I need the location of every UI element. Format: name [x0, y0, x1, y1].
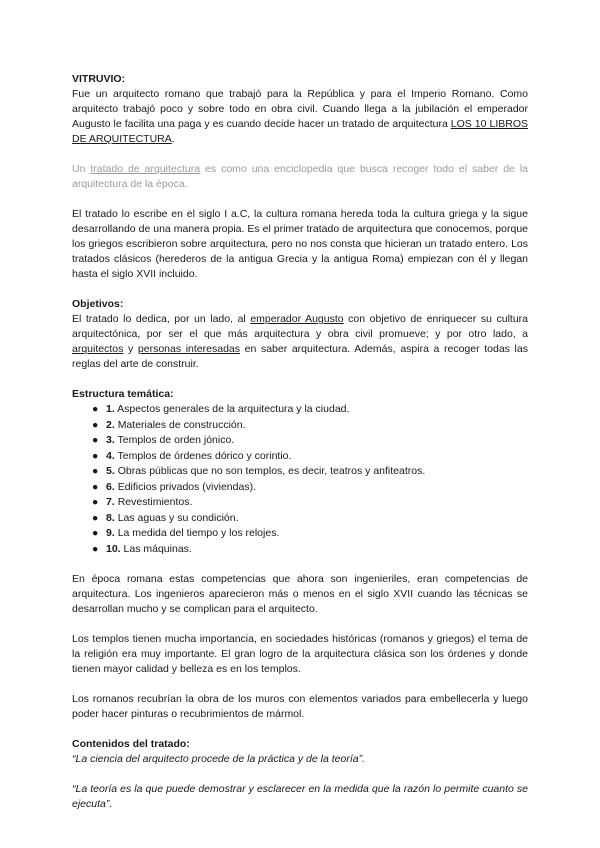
- list-item: ● 2. Materiales de construcción.: [92, 418, 528, 434]
- list-item: ● 3. Templos de orden jónico.: [92, 433, 528, 449]
- bullet-icon: ●: [92, 496, 99, 508]
- structure-title: Estructura temática:: [72, 388, 174, 400]
- list-item: ● 9. La medida del tiempo y los relojes.: [92, 526, 528, 542]
- list-item: ● 7. Revestimientos.: [92, 495, 528, 511]
- bullet-icon: ●: [92, 449, 99, 462]
- definition-section: [72, 162, 528, 192]
- list-item: ● 5. Obras públicas que no son templos, es decir, teatros y anfiteatros.: [92, 464, 528, 480]
- topics-list: [72, 402, 528, 557]
- vitruvio-section: [72, 72, 528, 147]
- list-item: ● 6. Edificios privados (viviendas).: [92, 480, 528, 496]
- vitruvio-title: VITRUVIO:: [72, 73, 126, 85]
- contents-title: Contenidos del tratado:: [72, 738, 190, 750]
- treatise-link[interactable]: LOS 10 LIBROS DE ARQUITECTURA: [72, 118, 528, 145]
- temples-paragraph: Los templos tienen mucha importancia, en sociedades históricas (romanos y griegos) el tema de la religión era muy importante. El gran logro de la arquitectura clásica son los órdenes y donde tienen mayor calidad y belleza es en los templos.: [72, 633, 528, 675]
- definition-link[interactable]: tratado de arquitectura: [90, 163, 201, 175]
- quote-practice-theory: “La ciencia del arquitecto procede de la práctica y de la teoría”.: [72, 753, 366, 765]
- list-item: ● 1. Aspectos generales de la arquitectura y la ciudad.: [92, 402, 528, 418]
- bullet-icon: ●: [92, 434, 99, 446]
- interested-people-link[interactable]: personas interesadas: [137, 343, 240, 355]
- structure-section: [72, 387, 528, 557]
- bullet-icon: ●: [92, 418, 99, 431]
- objectives-paragraph: El tratado lo dedica, por un lado, al emperador Augusto con objetivo de enriquecer su cultura arquitectónica, por ser el que más arquitectura y obra civil promueve; y por otro lado, a arquitectos y personas interesadas en saber arquitectura. Además, aspira a recoger todas las reglas del arte de construir.: [72, 313, 528, 370]
- contents-section: [72, 737, 528, 812]
- definition-paragraph: Un tratado de arquitectura es como una enciclopedia que busca recoger todo el saber de la arquitectura de la época.: [72, 163, 528, 190]
- vitruvio-paragraph: Fue un arquitecto romano que trabajó para la República y para el Imperio Romano. Como arquitecto trabajó poco y sobre todo en obra civil. Cuando llega a la jubilación el emperador Augusto le facilita una paga y es cuando decide hacer un tratado de arquitectura LOS 10 LIBROS DE ARQUITECTURA.: [72, 88, 528, 145]
- bullet-icon: ●: [92, 403, 99, 415]
- architects-link[interactable]: arquitectos: [72, 343, 124, 355]
- history-section: [72, 207, 528, 282]
- list-item: ● 10. Las máquinas.: [92, 542, 528, 558]
- engineering-paragraph: En época romana estas competencias que ahora son ingenieriles, eran competencias de arquitectura. Los ingenieros aparecieron más o menos en el siglo XVII cuando las técnicas se desarrollan mucho y se complican para el arquitecto.: [72, 573, 528, 615]
- objectives-title: Objetivos:: [72, 298, 124, 310]
- list-item: ● 4. Templos de órdenes dórico y corintio.: [92, 449, 528, 465]
- quote-theory: “La teoría es la que puede demostrar y esclarecer en la medida que la razón lo permite cuanto se ejecuta”.: [72, 783, 528, 810]
- bullet-icon: ●: [92, 465, 99, 477]
- emperor-link[interactable]: emperador Augusto: [250, 313, 344, 325]
- bullet-icon: ●: [92, 480, 99, 493]
- temples-section: [72, 632, 528, 677]
- bullet-icon: ●: [92, 511, 99, 524]
- walls-paragraph: Los romanos recubrían la obra de los muros con elementos variados para embellecerla y luego poder hacer pinturas o recubrimientos de mármol.: [72, 693, 528, 720]
- history-paragraph: El tratado lo escribe en el siglo I a.C, la cultura romana hereda toda la cultura griega y la sigue desarrollando de una manera propia. Es el primer tratado de arquitectura que conocemos, porque los griegos escribieron sobre arquitectura, pero no nos consta que hicieran un tratado entero. Los tratados clásicos (herederos de la antigua Grecia y la antigua Roma) empiezan con él y llegan hasta el siglo XVII incluido.: [72, 208, 528, 280]
- walls-section: [72, 692, 528, 722]
- list-item: ● 8. Las aguas y su condición.: [92, 511, 528, 527]
- engineering-section: [72, 572, 528, 617]
- objectives-section: [72, 297, 528, 372]
- bullet-icon: ●: [92, 542, 99, 555]
- bullet-icon: ●: [92, 527, 99, 539]
